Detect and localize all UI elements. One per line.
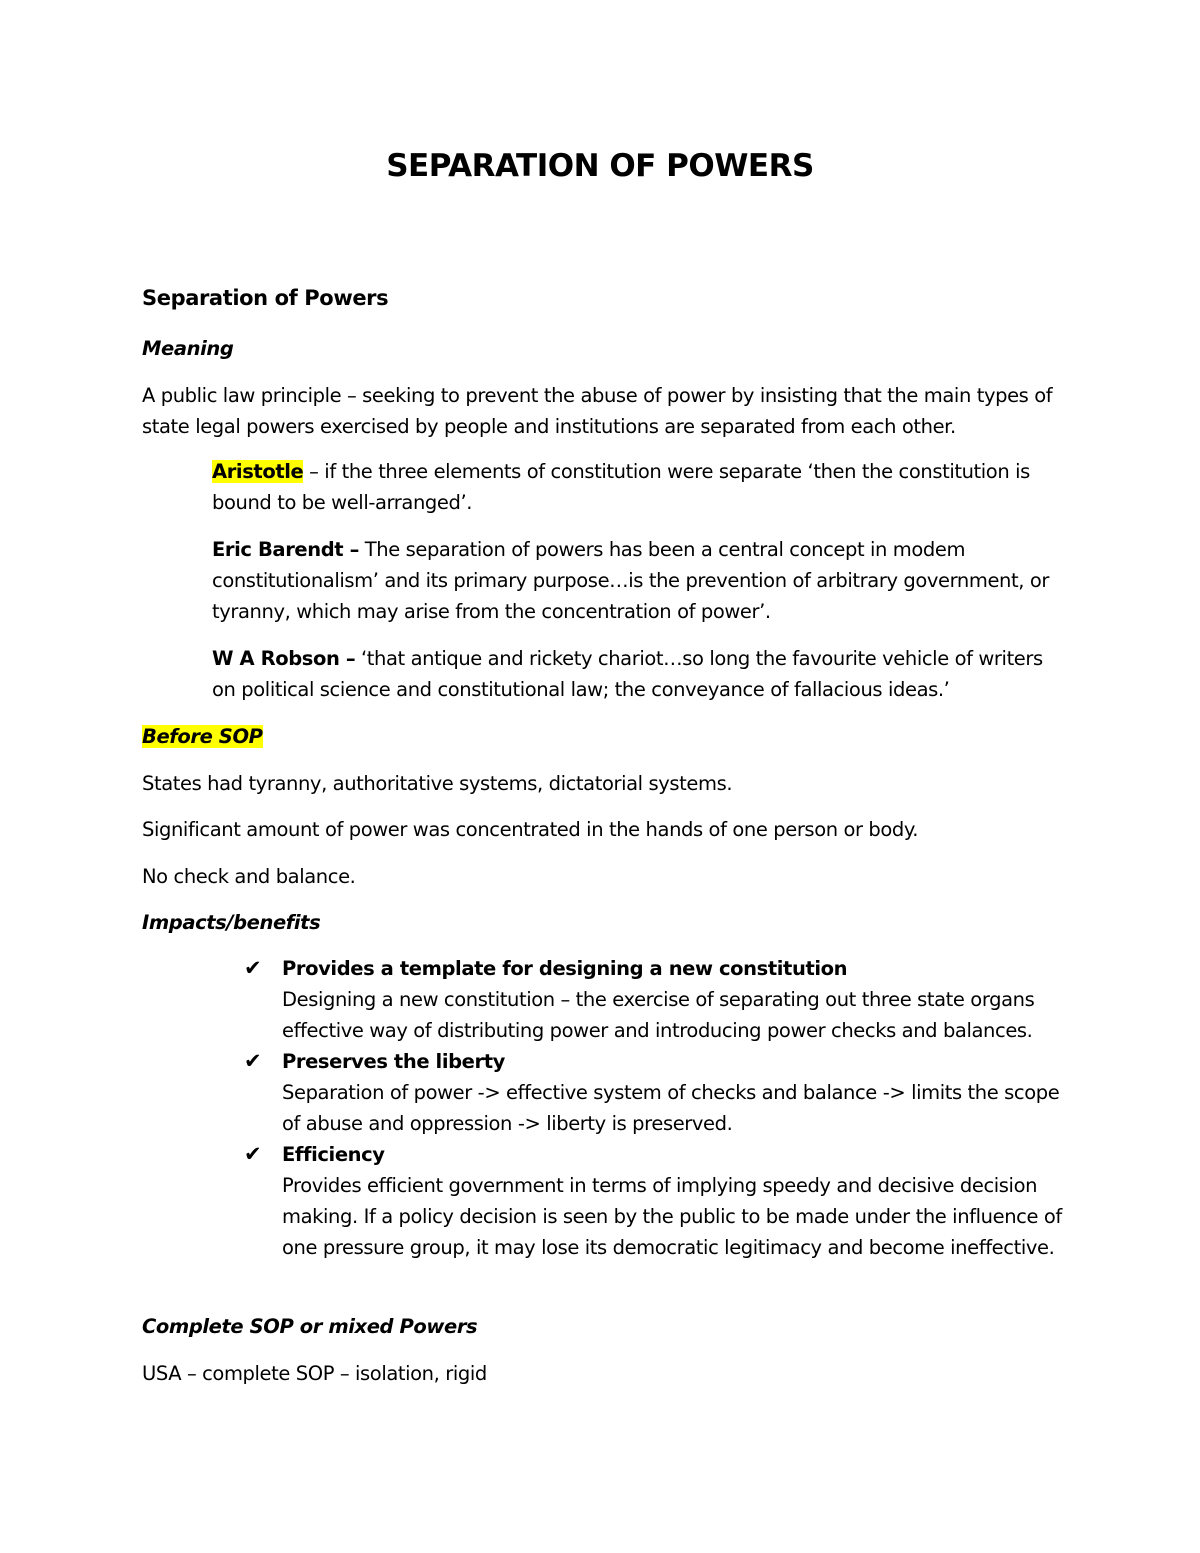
checkmark-icon: ✔: [244, 1049, 262, 1073]
complete-sop-text: USA – complete SOP – isolation, rigid: [142, 1362, 487, 1385]
document-title: SEPARATION OF POWERS: [386, 148, 814, 184]
list-item: [244, 953, 1074, 1046]
list-item-text: Provides efficient government in terms of implying speedy and decisive decision making. If a policy decision is seen by the public to be made under the influence of one pressure group, it may lose its democratic legitimacy and become ineffective.: [282, 1174, 1062, 1259]
list-item-title: Provides a template for designing a new constitution: [282, 957, 848, 980]
quote-author: Aristotle: [212, 460, 304, 483]
impacts-list: [244, 953, 1074, 1263]
complete-sop-heading: Complete SOP or mixed Powers: [142, 1315, 478, 1338]
before-sop-line: No check and balance.: [142, 865, 356, 888]
list-item: [244, 1046, 1074, 1139]
before-sop-line: Significant amount of power was concentrated in the hands of one person or body.: [142, 818, 919, 841]
quote-author: Eric Barendt –: [212, 538, 359, 561]
list-item-title: Efficiency: [282, 1143, 385, 1166]
quote-text: – if the three elements of constitution were separate ‘then the constitution is bound to be well-arranged’.: [212, 460, 1030, 514]
meaning-heading: Meaning: [142, 337, 234, 360]
quote-barendt: [212, 534, 1072, 627]
checkmark-icon: ✔: [244, 956, 262, 980]
quote-text: ‘that antique and rickety chariot…so long the favourite vehicle of writers on political science and constitutional law; the conveyance of fallacious ideas.’: [212, 647, 1043, 701]
quote-text: The separation of powers has been a central concept in modem constitutionalism’ and its primary purpose…is the prevention of arbitrary government, or tyranny, which may arise from the concentration of power’.: [212, 538, 1049, 623]
quote-aristotle: [212, 456, 1072, 518]
before-sop-heading-text: Before SOP: [142, 725, 263, 748]
quote-author: W A Robson –: [212, 647, 356, 670]
before-sop-line: States had tyranny, authoritative systems, dictatorial systems.: [142, 772, 733, 795]
list-item: [244, 1139, 1074, 1263]
impacts-heading: Impacts/benefits: [142, 911, 321, 934]
before-sop-heading: [142, 721, 1072, 752]
section-heading: Separation of Powers: [142, 286, 389, 310]
meaning-text: A public law principle – seeking to prevent the abuse of power by insisting that the main types of state legal powers exercised by people and institutions are separated from each other.: [142, 384, 1053, 438]
list-item-text: Separation of power -> effective system of checks and balance -> limits the scope of abuse and oppression -> liberty is preserved.: [282, 1081, 1060, 1135]
list-item-title: Preserves the liberty: [282, 1050, 505, 1073]
list-item-text: Designing a new constitution – the exercise of separating out three state organs effective way of distributing power and introducing power checks and balances.: [282, 988, 1035, 1042]
checkmark-icon: ✔: [244, 1142, 262, 1166]
quote-robson: [212, 643, 1072, 705]
